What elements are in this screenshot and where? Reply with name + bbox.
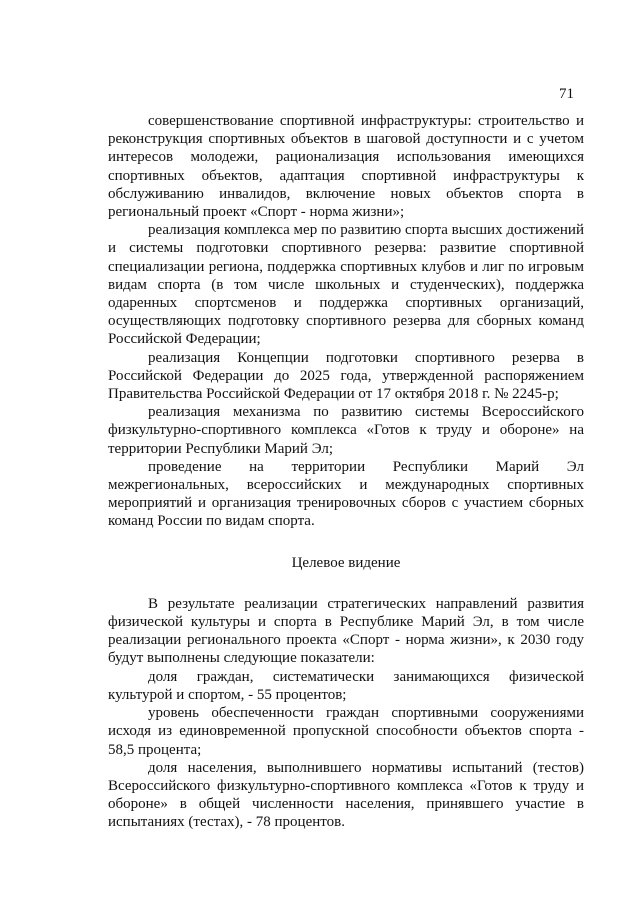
paragraph-high-achievement-sport: реализация комплекса мер по развитию спорта высших достижений и системы подготовки спортивного резерва: развитие спортивной специализации региона, поддержка спортивных клубов и лиг по игровым видам спорта (в том числе школьных и студенческих), поддержка одаренных спортсменов и поддержка спортивных организаций, осуществляющих подготовку спортивного резерва для сборных команд Российской Федерации; (108, 222, 584, 348)
paragraph-indicator-gto-share: доля населения, выполнившего нормативы испытаний (тестов) Всероссийского физкультурно-спортивного комплекса «Готов к труду и обороне» в общей численности населения, принявшего участие в испытаниях (тестах), - 78 процентов. (108, 759, 584, 831)
paragraph-events: проведение на территории Республики Марий Эл межрегиональных, всероссийских и международных спортивных мероприятий и организация тренировочных сборов с участием сборных команд России по видам спорта. (108, 458, 584, 530)
paragraph-indicator-facilities: уровень обеспеченности граждан спортивными сооружениями исходя из единовременной пропускной способности объектов спорта - 58,5 процента; (108, 705, 584, 758)
paragraph-reserve-concept: реализация Концепции подготовки спортивного резерва в Российской Федерации до 2025 года, утвержденной распоряжением Правительства Российской Федерации от 17 октября 2018 г. № 2245-р; (108, 349, 584, 403)
paragraph-indicator-citizens-share: доля граждан, систематически занимающихся физической культурой и спортом, - 55 процентов; (108, 668, 584, 703)
section-title: Целевое видение (291, 554, 401, 571)
paragraph-results-intro: В результате реализации стратегических направлений развития физической культуры и спорта в Республике Марий Эл, в том числе реализации регионального проекта «Спорт - норма жизни», к 2030 году будут выполнены следующие показатели: (108, 595, 584, 667)
document-body (108, 112, 584, 832)
paragraph-gto-complex: реализация механизма по развитию системы Всероссийского физкультурно-спортивного комплекса «Готов к труду и обороне» на территории Республики Марий Эл; (108, 404, 584, 457)
paragraph-infrastructure: совершенствование спортивной инфраструктуры: строительство и реконструкция спортивных объектов в шаговой доступности и с учетом интересов молодежи, рационализация использования имеющихся спортивных объектов, адаптация спортивной инфраструктуры к обслуживанию инвалидов, включение новых объектов спорта в региональный проект «Спорт - норма жизни»; (108, 113, 584, 221)
page-number: 71 (559, 86, 574, 102)
